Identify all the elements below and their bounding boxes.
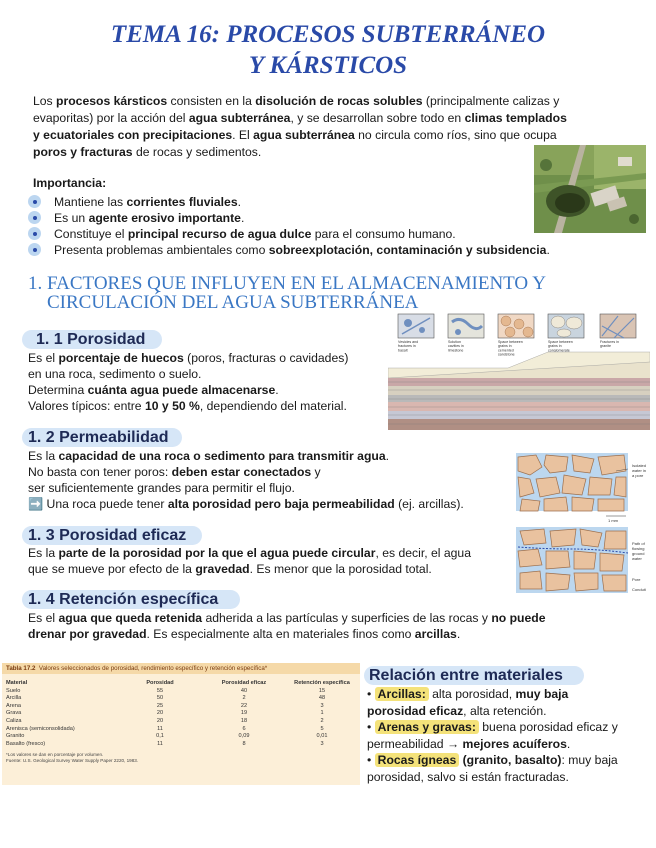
text-run: no circula como ríos, sino que ocupa (354, 128, 557, 142)
bold-text: agua que queda retenida (58, 611, 203, 625)
text-run: . (566, 737, 571, 751)
pore-label-granite: Fractures in granite (600, 340, 619, 349)
bullet-icon: • (367, 720, 375, 734)
text-run: . (237, 195, 241, 209)
bold-text: no puede (491, 611, 546, 625)
table-cell: 2 (320, 717, 324, 724)
text-run: buena porosidad eficaz y (478, 720, 618, 734)
isolated-label: Isolated (632, 463, 647, 468)
relacion-item-cont (367, 736, 570, 752)
text-run: consisten en la (167, 94, 256, 108)
text-run: Valores típicos: entre (28, 399, 145, 413)
highlighted-term: Arcillas: (375, 687, 429, 701)
table-cell: 0,01 (316, 733, 328, 740)
table-cell: 3 (320, 740, 324, 747)
s14-line (28, 626, 460, 642)
bold-text: porcentaje de huecos (58, 351, 184, 365)
importancia-text (54, 242, 550, 258)
page-title-line2: Y KÁRSTICOS (248, 52, 408, 79)
s11-line (28, 366, 201, 382)
table-cell: 55 (156, 687, 164, 694)
s12-line (28, 448, 389, 464)
table-cell: 22 (240, 702, 248, 709)
bold-text: gravedad (195, 562, 250, 576)
table-cell: 11 (157, 725, 163, 732)
table-cell: 25 (156, 702, 164, 709)
bullet-icon (28, 243, 41, 256)
table-cell: Arcilla (6, 695, 22, 702)
flow-path-label: water (632, 556, 642, 561)
text-run: . (385, 449, 390, 463)
bold-text: parte de la porosidad por la que el agua puede circular (58, 546, 376, 560)
relacion-item (367, 686, 568, 702)
table-footnote: *Los valores se dan en porcentaje por volumen. (6, 752, 104, 758)
bold-text: mejores acuíferos (462, 737, 567, 751)
text-run: de rocas y sedimentos. (132, 145, 262, 159)
text-run: Presenta problemas ambientales como (54, 243, 269, 257)
text-run: (ej. arcillas). (394, 497, 464, 511)
table-cell: 19 (240, 710, 248, 717)
text-run: y (311, 465, 321, 479)
text-run: . (240, 211, 245, 225)
table-row (2, 695, 356, 703)
s11-line (28, 382, 279, 398)
table-caption (2, 663, 360, 674)
bold-text: agua subterránea (253, 128, 355, 142)
bold-text: porosidad eficaz (367, 704, 464, 718)
table-cell: Suelo (6, 687, 21, 694)
importancia-text (54, 226, 456, 242)
pore-label: Pore (632, 577, 641, 582)
text-run: en una roca, sedimento o suelo. (28, 367, 202, 381)
pore-label-conglomerate: Space between grains in conglomerate (548, 340, 573, 353)
permeability-grain-diagram (516, 453, 654, 525)
bold-text: alta porosidad pero baja permeabilidad (167, 497, 395, 511)
bold-text: sobreexplotación, contaminación y subsidencia (268, 243, 547, 257)
text-run: . (546, 243, 550, 257)
table-cell: Basalto (fresco) (6, 740, 46, 747)
intro-line (33, 93, 623, 110)
bold-text: capacidad de una roca o sedimento para transmitir agua (58, 449, 386, 463)
text-run: alta porosidad, (428, 687, 516, 701)
bold-text: corrientes fluviales (126, 195, 238, 209)
s13-line (28, 545, 471, 561)
text-run: Constituye el (54, 227, 128, 241)
bullet-icon: • (367, 753, 375, 767)
text-run: Es la (28, 546, 59, 560)
table-header: Material (6, 680, 28, 686)
table-cell: Caliza (6, 717, 22, 724)
table-cell: 18 (240, 717, 248, 724)
section-title-line2: CIRCULACIÓN DEL AGUA SUBTERRÁNEA (47, 292, 419, 313)
text-run: : muy baja (561, 753, 618, 767)
bold-text: deben estar conectados (171, 465, 312, 479)
importancia-text (54, 194, 241, 210)
text-run: . Es menor que la porosidad total. (249, 562, 432, 576)
text-run: ser suficientemente grandes para permitir el flujo. (28, 481, 295, 495)
table-header-row (2, 680, 356, 688)
text-run: ➡️ Una roca puede tener (28, 497, 168, 511)
subsection-title-retencion: 1. 4 Retención específica (28, 591, 219, 608)
flow-path-label: flowing (632, 546, 645, 551)
highlighted-term: Rocas ígneas (375, 753, 460, 767)
s12-line (28, 464, 321, 480)
bold-text: 10 y 50 % (144, 399, 200, 413)
bold-text: cuánta agua puede almacenarse (87, 383, 276, 397)
table-caption-text: Valores seleccionados de porosidad, rendimiento específico y retención específica* (38, 665, 268, 672)
text-run: , dependiendo del material. (199, 399, 347, 413)
table-cell: 5 (320, 725, 324, 732)
text-run: . (456, 627, 461, 641)
table-cell: Granito (6, 733, 25, 740)
scale-label: 1 mm (608, 518, 618, 523)
relacion-item (367, 719, 618, 735)
page-title-line1: TEMA 16: PROCESOS SUBTERRÁNEO (110, 21, 546, 48)
text-run: , es decir, el agua (375, 546, 471, 560)
text-run: porosidad, salvo si están fracturadas. (367, 770, 569, 784)
table-cell: 6 (242, 725, 246, 732)
s12-line (28, 496, 464, 512)
table-cell: 20 (156, 710, 164, 717)
intro-line (33, 110, 623, 127)
table-cell: 8 (242, 740, 246, 747)
bold-text: disolución de rocas solubles (255, 94, 423, 108)
text-run: Mantiene las (54, 195, 127, 209)
table-cell: Grava (6, 710, 22, 717)
bold-text: agua subterránea (188, 111, 291, 125)
subsection-title-permeabilidad: 1. 2 Permeabilidad (28, 429, 169, 446)
s13-line (28, 561, 432, 577)
text-run: Es un (54, 211, 89, 225)
flow-path-label: Path of (632, 541, 645, 546)
highlighted-term: Arenas y gravas: (375, 720, 479, 734)
text-run: para el consumo humano. (311, 227, 456, 241)
table-row (2, 710, 356, 718)
bold-text: agente erosivo importante (88, 211, 241, 225)
importancia-text (54, 210, 244, 226)
sinkhole-aerial-photo (534, 145, 646, 233)
s14-line (28, 610, 546, 626)
relacion-title: Relación entre materiales (369, 667, 563, 684)
porosity-illustration (388, 312, 650, 432)
isolated-label: water in (632, 468, 647, 473)
bold-text: y ecuatoriales con precipitaciones (33, 128, 233, 142)
table-caption-number: Tabla 17.2 (6, 665, 36, 672)
table-cell: 0,09 (238, 733, 250, 740)
table-cell: 11 (157, 740, 163, 747)
data-table-panel (2, 663, 360, 785)
table-cell: 48 (318, 695, 326, 702)
text-run: (principalmente calizas y (422, 94, 560, 108)
subsection-title-porosidad: 1. 1 Porosidad (36, 331, 146, 348)
table-cell: 40 (240, 687, 248, 694)
flow-path-label: ground (632, 551, 645, 556)
table-cell: 50 (156, 695, 164, 702)
s11-line (28, 398, 347, 414)
effective-porosity-diagram (516, 527, 654, 597)
bullet-icon (28, 211, 41, 224)
text-run: , alta retención. (463, 704, 547, 718)
conduit-label: Conduit (632, 587, 646, 592)
table-row (2, 726, 356, 734)
table-header: Porosidad eficaz (221, 680, 267, 686)
importancia-label: Importancia: (33, 176, 107, 190)
table-cell: 20 (156, 717, 164, 724)
pore-label-sandstone: Space between grains in cemented sandstone (498, 340, 523, 357)
isolated-label: a pore (632, 473, 644, 478)
table-row (2, 741, 356, 749)
intro-line (33, 127, 623, 144)
table-header: Porosidad (146, 680, 174, 686)
bold-text: procesos kársticos (56, 94, 168, 108)
text-run: permeabilidad → (367, 737, 463, 751)
text-run: Es el (28, 351, 59, 365)
text-run: . (275, 383, 279, 397)
bold-text: poros y fracturas (33, 145, 133, 159)
text-run: adherida a las partículas y superficies de las rocas y (202, 611, 492, 625)
table-cell: 1 (320, 710, 324, 717)
text-run: Determina (28, 383, 88, 397)
text-run: Es el (28, 611, 59, 625)
text-run: que se mueve por efecto de la (28, 562, 196, 576)
table-cell: Arena (6, 702, 21, 709)
bold-text: muy baja (515, 687, 569, 701)
text-run: Es la (28, 449, 59, 463)
bold-text: (granito, basalto) (459, 753, 562, 767)
relacion-item-cont (367, 769, 569, 785)
bold-text: principal recurso de agua dulce (127, 227, 312, 241)
text-run: . El (232, 128, 254, 142)
text-run: , y se desarrollan sobre todo en (290, 111, 465, 125)
table-row (2, 718, 356, 726)
section-title-line1: 1. FACTORES QUE INFLUYEN EN EL ALMACENAMIENTO Y (28, 273, 546, 294)
subsection-title-porosidad-eficaz: 1. 3 Porosidad eficaz (28, 527, 187, 544)
table-cell: 0,1 (156, 733, 164, 740)
bullet-icon: • (367, 687, 375, 701)
bullet-icon (28, 195, 41, 208)
bold-text: arcillas (414, 627, 457, 641)
s11-line (28, 350, 348, 366)
table-source: Fuente: U.S. Geological Survey Water Supply Paper 2220, 1983. (6, 758, 139, 764)
table-row (2, 703, 356, 711)
table-cell: 3 (320, 702, 324, 709)
text-run: (poros, fracturas o cavidades) (183, 351, 349, 365)
table-row (2, 733, 356, 741)
relacion-item (367, 752, 618, 768)
pore-label-limestone: Solution cavities in limestone (448, 340, 464, 353)
text-run: evaporitas) por la acción del (33, 111, 189, 125)
text-run: No basta con tener poros: (28, 465, 172, 479)
s12-line (28, 480, 295, 496)
relacion-item-cont (367, 703, 547, 719)
table-cell: 15 (318, 687, 326, 694)
porosity-table (2, 680, 356, 748)
bold-text: climas templados (464, 111, 567, 125)
table-header: Retención específica (294, 680, 350, 686)
text-run: Los (33, 94, 57, 108)
text-run: . Es especialmente alta en materiales finos como (146, 627, 415, 641)
table-row (2, 688, 356, 696)
table-cell: 2 (242, 695, 246, 702)
pore-label-basalt: Vesicles and fractures in basalt (398, 340, 419, 353)
bullet-icon (28, 227, 41, 240)
table-cell: Arenisca (semiconsolidada) (6, 725, 75, 732)
bold-text: drenar por gravedad (28, 627, 147, 641)
